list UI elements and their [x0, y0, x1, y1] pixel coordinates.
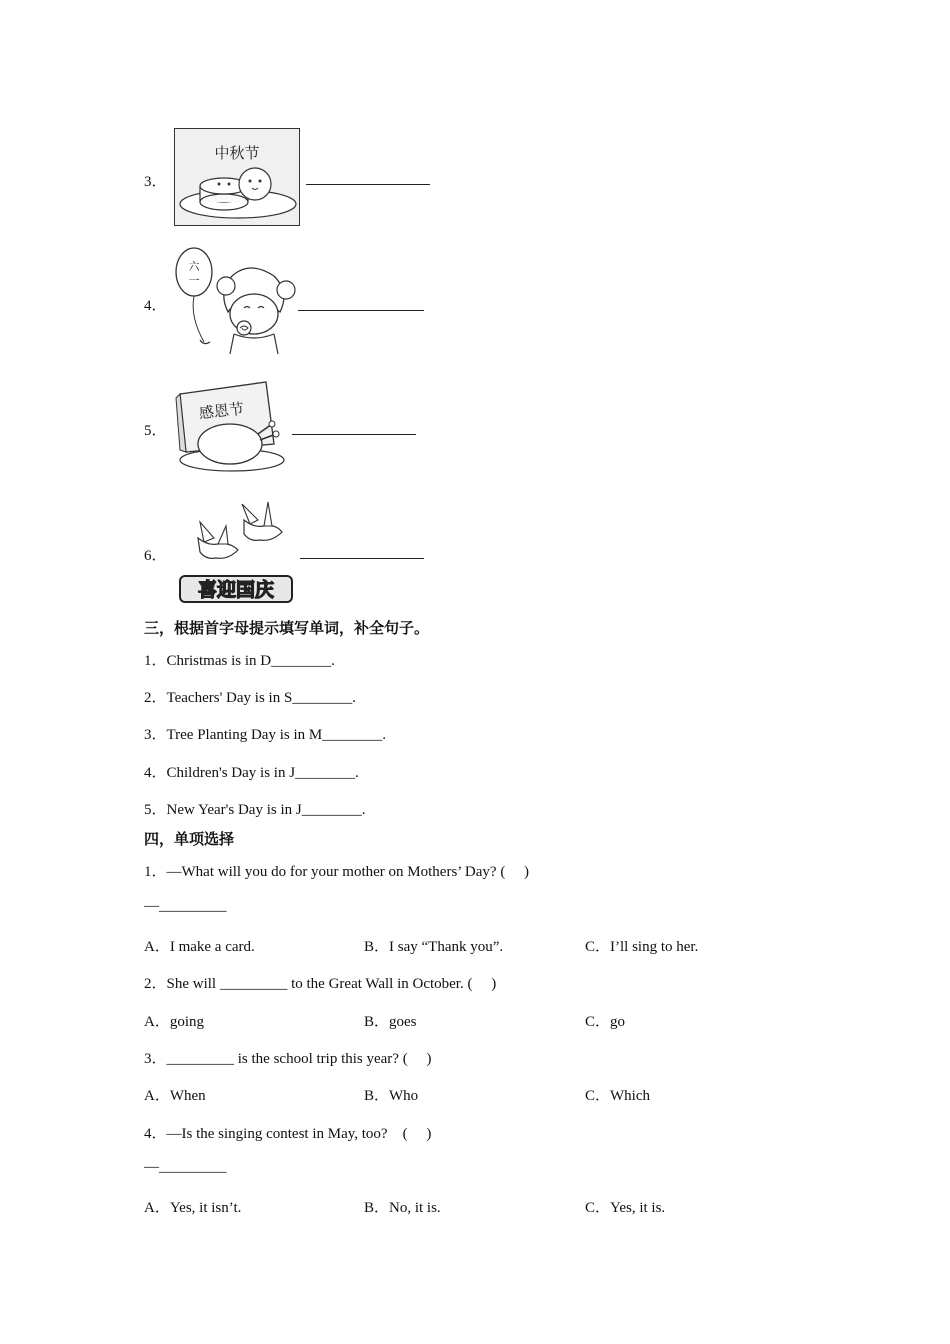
picture-label: 中秋节 — [214, 144, 260, 162]
answer-line: —_________ — [144, 1159, 227, 1175]
option-c[interactable]: C．Which — [585, 1088, 650, 1104]
option-c[interactable]: C．I’ll sing to her. — [585, 939, 699, 955]
thanksgiving-picture — [172, 380, 288, 474]
fill-in-question: 5．New Year's Day is in J________. — [144, 802, 366, 818]
national-day-picture — [178, 498, 296, 606]
question-stem: 1．—What will you do for your mother on Mothers’ Day? ( ) — [144, 864, 530, 880]
question-stem: 2．She will _________ to the Great Wall in October. ( ) — [144, 976, 497, 992]
answer-line: —_________ — [144, 898, 227, 914]
section-title: 四，单项选择 — [144, 832, 235, 848]
balloon-label-bottom: 一 — [188, 274, 200, 287]
fill-in-question: 4．Children's Day is in J________. — [144, 765, 359, 781]
option-c[interactable]: C．Yes, it is. — [585, 1200, 666, 1216]
picture-label: 感恩节 — [198, 399, 245, 423]
option-b[interactable]: B．goes — [364, 1014, 417, 1030]
fill-in-question: 2．Teachers' Day is in S________. — [144, 690, 357, 706]
picture-item-number: 4． — [144, 298, 167, 314]
picture-item-number: 6． — [144, 548, 167, 564]
option-a[interactable]: A．When — [144, 1088, 206, 1104]
option-a[interactable]: A．Yes, it isn’t. — [144, 1200, 242, 1216]
picture-item-number: 3． — [144, 174, 167, 190]
mooncake-picture — [174, 128, 300, 226]
balloon-label-top: 六 — [188, 260, 200, 273]
answer-blank[interactable] — [292, 434, 416, 435]
picture-item-number: 5． — [144, 423, 167, 439]
option-b[interactable]: B．I say “Thank you”. — [364, 939, 504, 955]
option-b[interactable]: B．Who — [364, 1088, 419, 1104]
childrens-day-picture — [170, 242, 296, 358]
option-b[interactable]: B．No, it is. — [364, 1200, 441, 1216]
question-stem: 3．_________ is the school trip this year? ( ) — [144, 1051, 432, 1067]
answer-blank[interactable] — [306, 184, 430, 185]
option-a[interactable]: A．going — [144, 1014, 205, 1030]
option-a[interactable]: A．I make a card. — [144, 939, 255, 955]
section-title: 三，根据首字母提示填写单词，补全句子。 — [144, 621, 430, 637]
fill-in-question: 3．Tree Planting Day is in M________. — [144, 727, 386, 743]
fill-in-question: 1．Christmas is in D________. — [144, 653, 335, 669]
answer-blank[interactable] — [300, 558, 424, 559]
picture-label: 喜迎国庆 — [197, 579, 275, 601]
answer-blank[interactable] — [298, 310, 424, 311]
question-stem: 4．—Is the singing contest in May, too? ( ) — [144, 1126, 432, 1142]
option-c[interactable]: C．go — [585, 1014, 626, 1030]
